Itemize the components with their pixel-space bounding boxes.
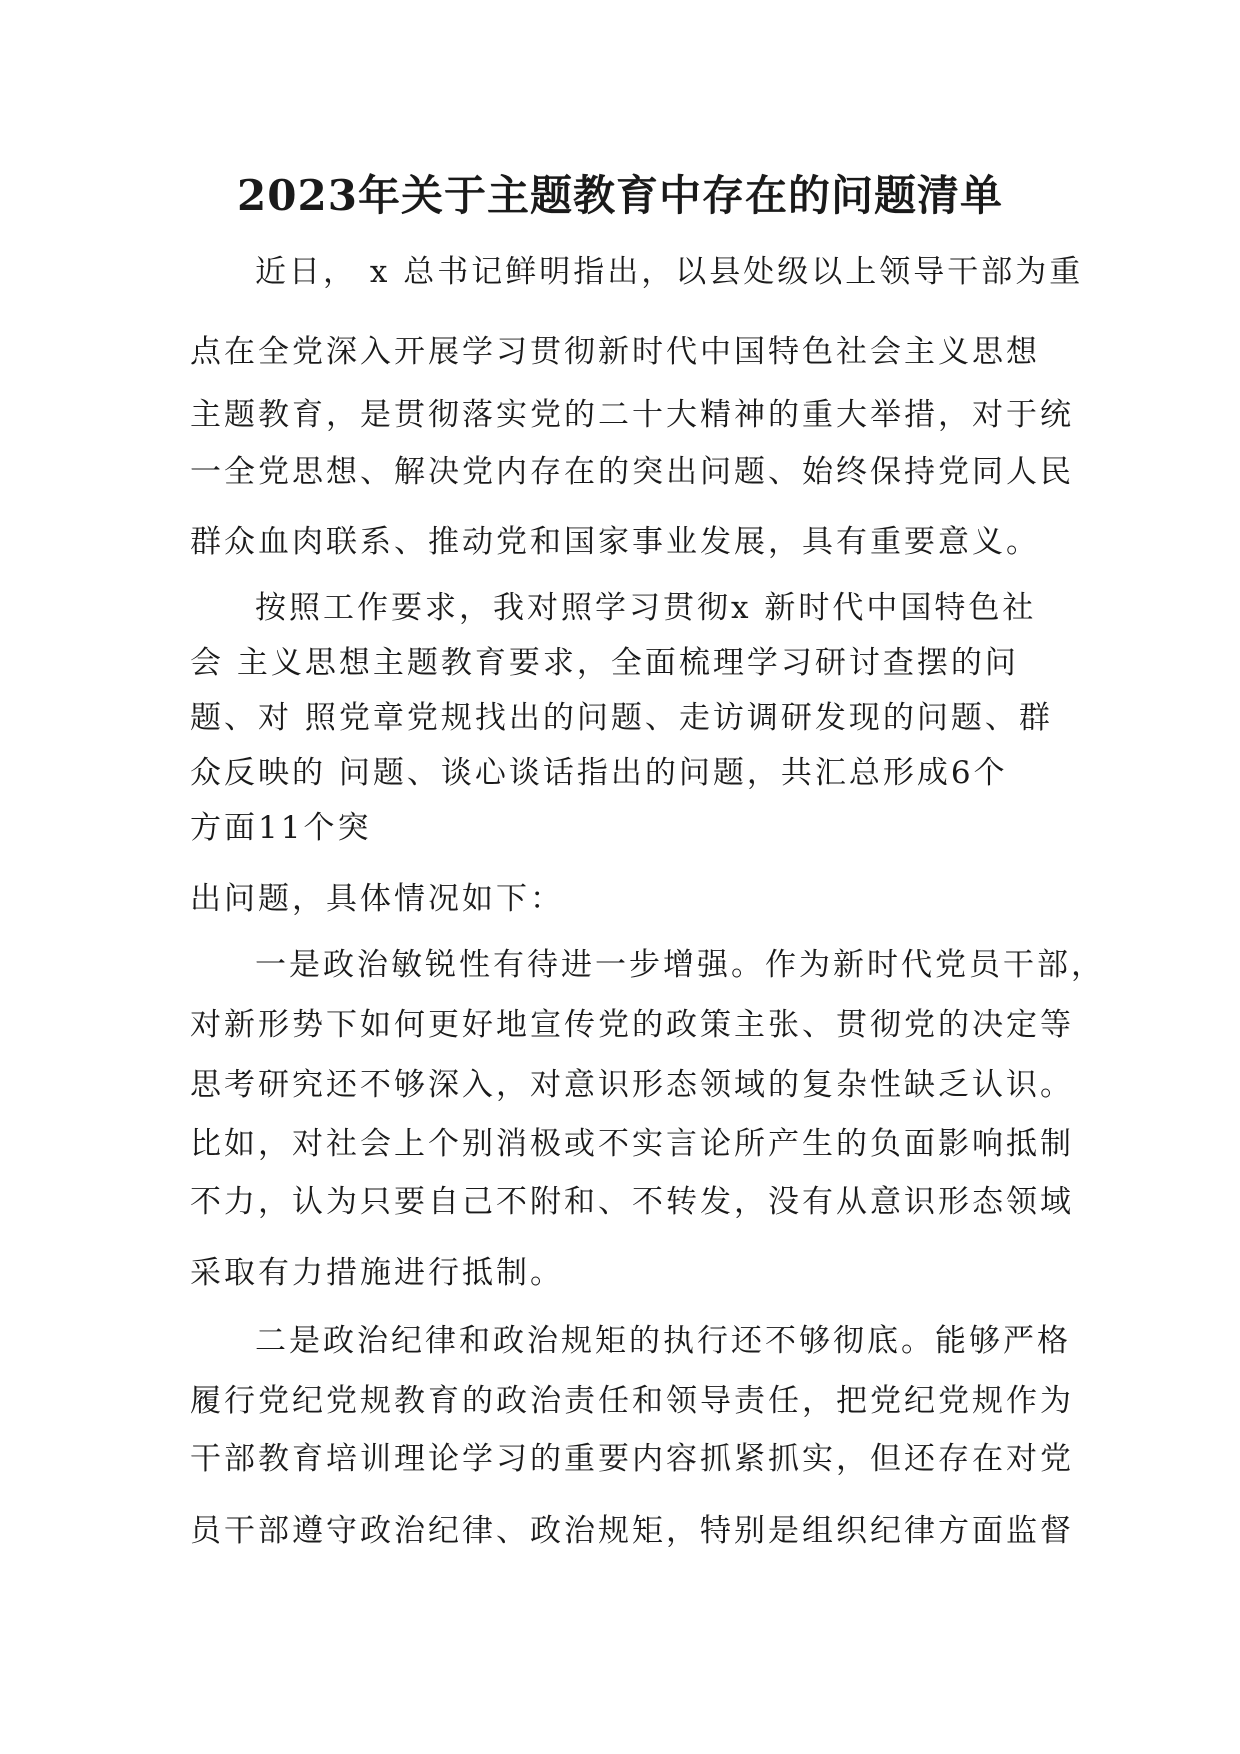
paragraph-line: 一是政治敏锐性有待进一步增强。作为新时代党员干部， — [255, 947, 1105, 983]
paragraph-line: 会 主义思想主题教育要求，全面梳理学习研讨查摆的问 — [190, 645, 1019, 681]
paragraph-line: 一全党思想、解决党内存在的突出问题、始终保持党同人民 — [190, 454, 1074, 490]
paragraph-line: 点在全党深入开展学习贯彻新时代中国特色社会主义思想 — [190, 334, 1040, 370]
paragraph-line: 群众血肉联系、推动党和国家事业发展，具有重要意义。 — [190, 524, 1040, 560]
paragraph-line: 思考研究还不够深入，对意识形态领域的复杂性缺乏认识。 — [190, 1067, 1074, 1103]
paragraph-line: 履行党纪党规教育的政治责任和领导责任，把党纪党规作为 — [190, 1383, 1074, 1419]
paragraph-line: 方面11个突 — [190, 810, 372, 846]
paragraph-line: 题、对 照党章党规找出的问题、走访调研发现的问题、群 — [190, 700, 1053, 736]
paragraph-line: 比如，对社会上个别消极或不实言论所产生的负面影响抵制 — [190, 1126, 1074, 1162]
paragraph-line: 按照工作要求，我对照学习贯彻x 新时代中国特色社 — [255, 590, 1037, 626]
paragraph-line: 干部教育培训理论学习的重要内容抓紧抓实，但还存在对党 — [190, 1441, 1074, 1477]
paragraph-line: 不力，认为只要自己不附和、不转发，没有从意识形态领域 — [190, 1184, 1074, 1220]
paragraph-line: 出问题，具体情况如下： — [190, 881, 564, 917]
paragraph-line: 二是政治纪律和政治规矩的执行还不够彻底。能够严格 — [255, 1323, 1071, 1359]
paragraph-line: 对新形势下如何更好地宣传党的政策主张、贯彻党的决定等 — [190, 1007, 1074, 1043]
paragraph-line: 近日， x 总书记鲜明指出，以县处级以上领导干部为重 — [255, 254, 1084, 290]
paragraph-line: 员干部遵守政治纪律、政治规矩，特别是组织纪律方面监督 — [190, 1513, 1074, 1549]
document-title: 2023年关于主题教育中存在的问题清单 — [237, 171, 1003, 220]
paragraph-line: 众反映的 问题、谈心谈话指出的问题，共汇总形成6个 — [190, 755, 1008, 791]
paragraph-line: 主题教育，是贯彻落实党的二十大精神的重大举措，对于统 — [190, 397, 1074, 433]
paragraph-line: 采取有力措施进行抵制。 — [190, 1255, 564, 1291]
